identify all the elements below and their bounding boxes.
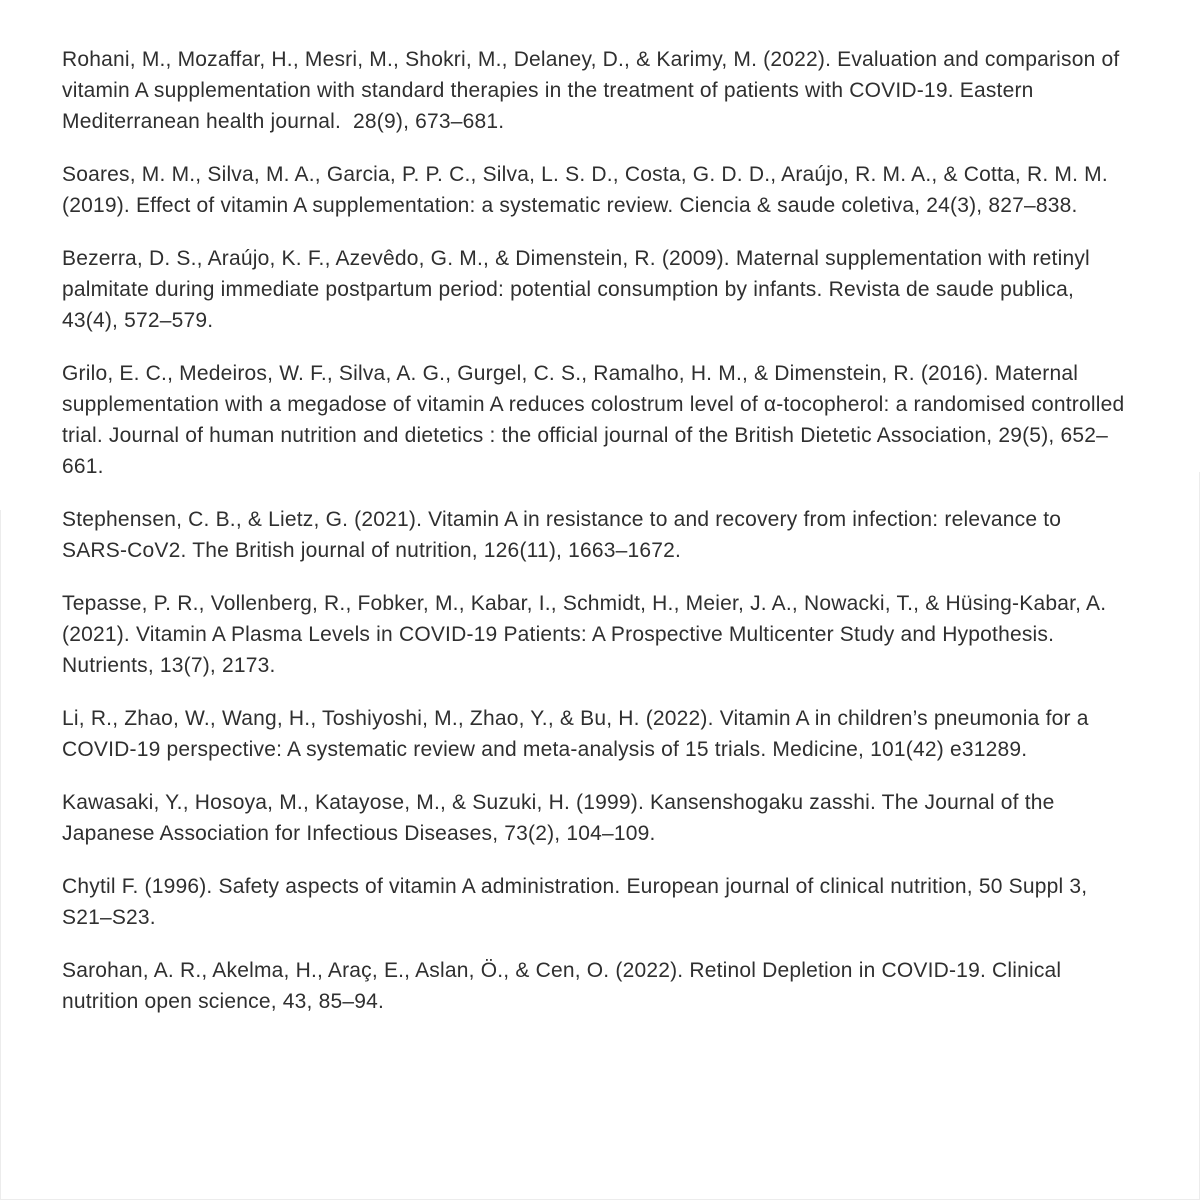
reference-entry: Sarohan, A. R., Akelma, H., Araç, E., Aslan, Ö., & Cen, O. (2022). Retinol Depletion in COVID-19. Clinical nutrition open science, 43, 85–94. xyxy=(62,959,1068,1013)
reference-entry: Li, R., Zhao, W., Wang, H., Toshiyoshi, M., Zhao, Y., & Bu, H. (2022). Vitamin A in children’s pneumonia for a COVID-19 perspective: A systematic review and meta-analysis of 15 trials. Medicine, 101(42) e31289. xyxy=(62,707,1095,761)
reference-entry: Soares, M. M., Silva, M. A., Garcia, P. P. C., Silva, L. S. D., Costa, G. D. D., Araújo, R. M. A., & Cotta, R. M. M. (2019). Effect of vitamin A supplementation: a systematic review. Ciencia & saude coletiva, 24(3), 827–838. xyxy=(62,163,1114,217)
reference-entry: Grilo, E. C., Medeiros, W. F., Silva, A. G., Gurgel, C. S., Ramalho, H. M., & Dimenstein, R. (2016). Maternal supplementation with a megadose of vitamin A reduces colostrum level of α-tocopherol: a randomised controlled trial. Journal of human nutrition and dietetics : the official journal of the British Dietetic Association, 29(5), 652–661. xyxy=(62,362,1131,478)
reference-entry: Tepasse, P. R., Vollenberg, R., Fobker, M., Kabar, I., Schmidt, H., Meier, J. A., Nowacki, T., & Hüsing-Kabar, A. (2021). Vitamin A Plasma Levels in COVID-19 Patients: A Prospective Multicenter Study and Hypothesis. Nutrients, 13(7), 2173. xyxy=(62,592,1113,677)
reference-entry: Bezerra, D. S., Araújo, K. F., Azevêdo, G. M., & Dimenstein, R. (2009). Maternal supplementation with retinyl palmitate during immediate postpartum period: potential consumption by infants. Revista de saude publica, 43(4), 572–579. xyxy=(62,247,1096,332)
page-edge-left-line xyxy=(0,510,1,1200)
reference-entry: Chytil F. (1996). Safety aspects of vitamin A administration. European journal of clinical nutrition, 50 Suppl 3, S21–S23. xyxy=(62,875,1094,929)
reference-entry: Rohani, M., Mozaffar, H., Mesri, M., Shokri, M., Delaney, D., & Karimy, M. (2022). Evaluation and comparison of vitamin A supplementation with standard therapies in the treatment of patients with COVID-19. Eastern Mediterranean health journal. 28(9), 673–681. xyxy=(62,48,1126,133)
references-page xyxy=(62,44,1130,1039)
reference-entry: Stephensen, C. B., & Lietz, G. (2021). Vitamin A in resistance to and recovery from infection: relevance to SARS-CoV2. The British journal of nutrition, 126(11), 1663–1672. xyxy=(62,508,1068,562)
reference-entry: Kawasaki, Y., Hosoya, M., Katayose, M., & Suzuki, H. (1999). Kansenshogaku zasshi. The Journal of the Japanese Association for Infectious Diseases, 73(2), 104–109. xyxy=(62,791,1061,845)
